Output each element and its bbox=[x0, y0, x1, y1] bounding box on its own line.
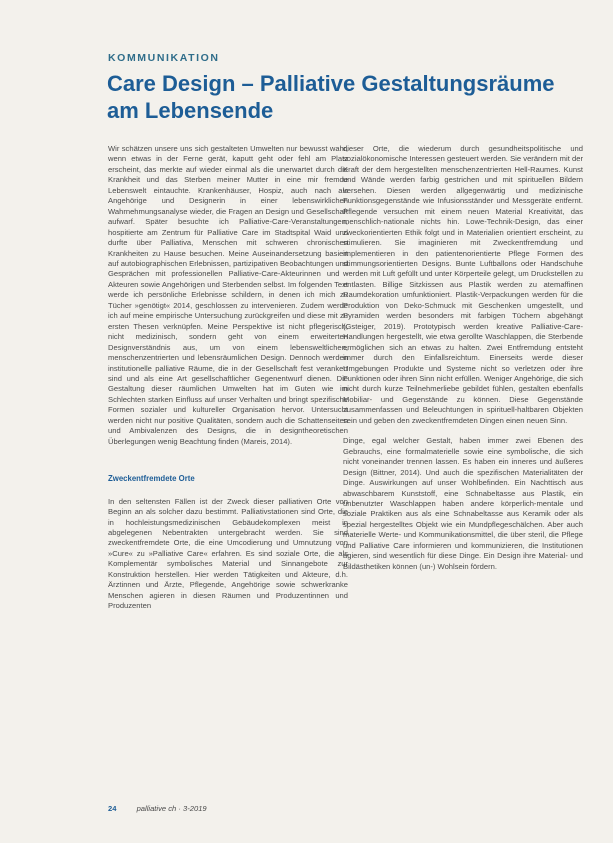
body-paragraph: Dinge, egal welcher Gestalt, haben immer zwei Ebenen des Gebrauchs, eine formalmaterielle sowie eine symbolische, die sich nicht voneinander trennen lassen. Es haben ein inneres und äußeres Design (Bittner, 2014). Und auch die spezifischen Materialitäten der Dinge. Auswirkungen auf unser Wohlbefinden. Ein Nachttisch aus abwaschbarem Kunststoff, eine Schnabeltasse aus Plastik, ein unbenutzter Waschlappen haben andere körperlich-mentale und soziale Praktiken aus als eine Schnabeltasse aus Keramik oder als spezial hergestelltes Objekt wie ein Mundpflegeschälchen. Aber auch materielle Werte- und Kommunikationsmittel, die über steril, die Pflege und Palliative Care informieren und kommunizieren, die Institutionen agieren, sind wesentlich für diese Dinge. Ein Design ihre Material- und Bildästhetiken können (un-) Wohlsein fördern. bbox=[343, 436, 583, 571]
article-title: Care Design – Palliative Gestaltungsräume am Lebensende bbox=[107, 71, 555, 123]
page-number: 24 bbox=[108, 804, 117, 813]
left-text-column bbox=[108, 144, 348, 612]
page-footer bbox=[108, 804, 207, 813]
paragraph-gap bbox=[343, 426, 583, 436]
body-paragraph: Wir schätzen unsere uns sich gestalteten Umwelten nur bewusst wahr, wenn etwas in der Ferne gerät, kaputt geht oder fehl am Platz erscheint, das merkte auf wieder einmal als die unerwartet durch die Krankheit und das Sterben meiner Mutter in eine mir fremde Lebenswelt eintauchte. Krankenhäuser, Hospiz, auch nach als Angehörige und Designerin in einer lebenswirklichen Wahrnehmungsanalyse wieder, die Fragen an Design und Gesellschaft aufwarf. Später besuchte ich Palliative-Care-Veranstaltungen, hospitierte am Zentrum für Palliative Care im Stadtspital Waid und durfte über Palliativa, Menschen mit schweren chronischen Krankheiten zu Hause besuchen. Meine Auseinandersetzung basiert auf autobiographischen Erlebnissen, partizipativen Beobachtungen und Gesprächen mit professionellen Palliative-Care-Akteurinnen und -Akteuren sowie Angehörigen und Sterbenden selbst. Im folgenden Text werde ich persönliche Erlebnisse schildern, in denen ich mich zu Tücher »genötigt« 2014, geschlossen zu intervenieren. Zudem werde ich auf meine empirische Untersuchung zurückgreifen und diese mit zu ersten Thesen verknüpfen. Meine Perspektive ist nicht pflegerisch, nicht medizinisch, sondern geht von einem erweiterten Designverständnis aus, um von einem lebensweltlichen, menschenzentrierten und lebensräumlichen Design. Dennoch werden institutionelle palliative Räume, die in der Gesellschaft fest verankert sind und als eine Art gesellschaftlicher Gegenentwurf dienen. Die Gestaltung dieser räumlichen Umwelten hat im Guten wie im Schlechten starken Einfluss auf unser Verhalten und bringt spezifische Formen sozialer und kultureller Organisation hervor. Untersucht werden nicht nur positive Qualitäten, sondern auch die Schattenseiten und Ambivalenzen des Designs, die in designtheoretischen Überlegungen wenig Beachtung finden (Mareis, 2014). bbox=[108, 144, 348, 446]
right-text-column bbox=[343, 144, 583, 572]
body-paragraph: In den seltensten Fällen ist der Zweck dieser palliativen Orte von Beginn an als solcher dazu bestimmt. Palliativstationen sind Orte, die in hochleistungsmedizinischen Gebäudekomplexen meist in abgelegenen Nebentrakten untergebracht werden. Sie sind zweckentfremdete Orte, die eine Umcodierung und Umnutzung von »Cure« zu »Palliative Care« erfahren. Es sind soziale Orte, die als Komplementär symbolisches Material und Sinnangebote zur Konstruktion herstellen. Hier werden Tätigkeiten und Akteure, d.h. Ärztinnen und Ärzte, Pflegende, Angehörige sowie schwerkranke Menschen agieren in diesen Räumen und Produzentinnen und Produzenten bbox=[108, 496, 348, 611]
body-paragraph: dieser Orte, die wiederum durch gesundheitspolitische und sozialökonomische Interessen gesteuert werden. Sie verändern mit der Kraft der dem hergestellten menschenzentrierten Hell-Raumes. Kunst und Wände werden farbig gestrichen und mit spirituellen Bildern versehen. Diesen werden allgegenwärtig und medizinische Funktionsgegenstände wie Infusionsständer und Messgeräte entfernt. Pflegende versuchen mit einem neuen Material Kreativität, das menschlich-nationale nichts hin. Lowe-Technik-Design, das einer zweckorientierten Ethik folgt und in Materialien orientiert erscheint, zu stimulieren. Sie imaginieren mit Zweckentfremdung und implementieren in den patientenorientierte Pflege Formen des stimmungsorientierten Designs. Bunte Luftballons oder Handschuhe werden mit Luft gefüllt und unter Körperteile gelegt, um Druckstellen zu entlasten. Billige Sitzkissen aus Plastik werden zu atemaffinen Raumdekoration umfunktioniert. Plastik-Verpackungen werden für die Produktion von Deko-Schmuck mit Geschenken umgestellt, und Pyramiden werden besonders mit farbigen Tüchern abgehängt (Gsteiger, 2019). Prototypisch werden kreative Palliative-Care-Handlungen hergestellt, wie etwa gerollte Waschlappen, die Sterbende ermöglichen sich an etwas zu halten. Zwei Entfremdung entsteht immer durch den Einfallsreichtum. Einerseits werde dieser Umgebungen Produkte und Systeme nicht so verletzen oder ihre Funktionen oder ihren Sinn nicht erfüllen. Weniger Angehörige, die sich nicht durch kurze Teilnehmerliebe gebildet fühlen, gestalten ebenfalls Mobiliar- und Gegenstände zu können. Diese Gegenstände zusammenfassen und Beleuchtungen in spirituell-haltbaren Objekten sein und geben den zweckentfremdeten Dingen einen neuen Sinn. bbox=[343, 144, 583, 425]
journal-name: palliative ch · 3-2019 bbox=[136, 804, 207, 813]
section-subheading: Zweckentfremdete Orte bbox=[108, 474, 195, 484]
section-kicker: KOMMUNIKATION bbox=[108, 52, 220, 64]
